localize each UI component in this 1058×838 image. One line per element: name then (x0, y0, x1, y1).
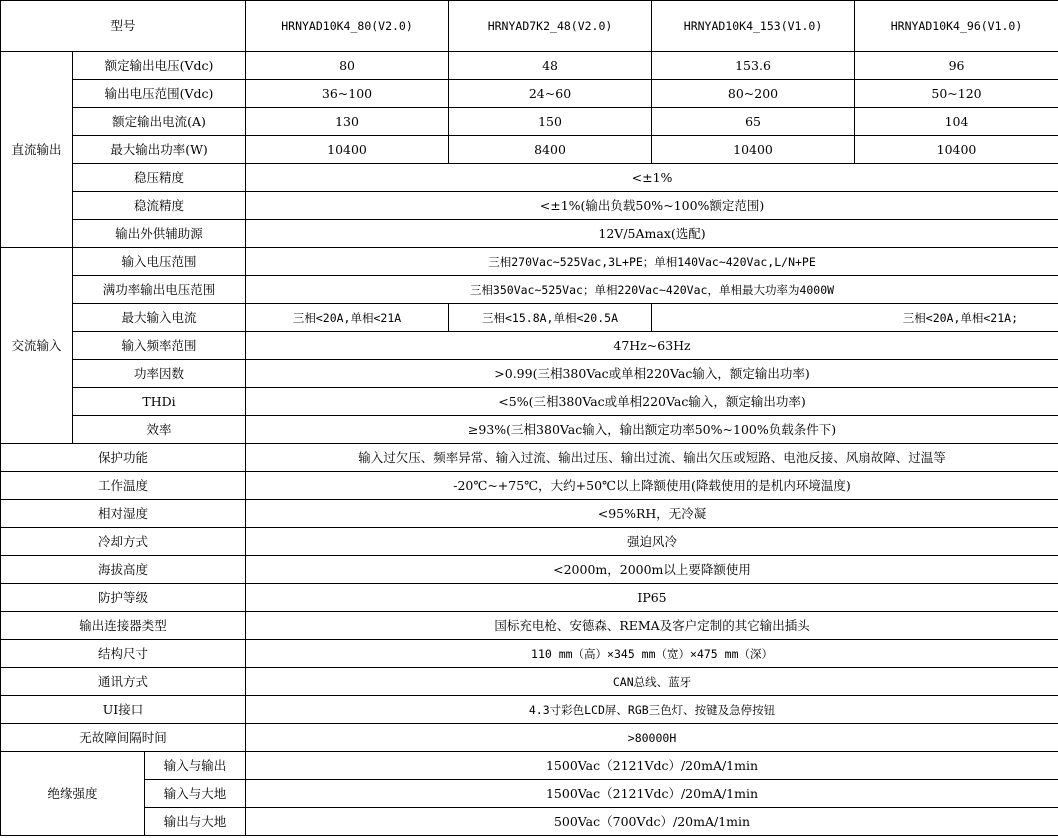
cell-value: 12V/5Amax(选配) (246, 220, 1058, 248)
cell-value: 10400 (652, 136, 855, 164)
cell-value: 500Vac（700Vdc）/20mA/1min (246, 808, 1058, 836)
table-row (1, 668, 1058, 696)
table-row (1, 584, 1058, 612)
row-label: 输入与大地 (145, 780, 246, 808)
table-row (1, 416, 1058, 444)
dc-output-group: 直流输出 (1, 52, 73, 248)
row-label: 结构尺寸 (1, 640, 246, 668)
cell-value: IP65 (246, 584, 1058, 612)
cell-value: 36~100 (246, 80, 449, 108)
cell-value: 8400 (449, 136, 652, 164)
cell-value: 104 (855, 108, 1058, 136)
row-label: 最大输入电流 (73, 304, 246, 332)
row-label: 效率 (73, 416, 246, 444)
row-label: 通讯方式 (1, 668, 246, 696)
table-row (1, 500, 1058, 528)
table-row (1, 332, 1058, 360)
model-1: HRNYAD10K4_80(V2.0) (246, 1, 449, 52)
cell-value: 80~200 (652, 80, 855, 108)
row-label: 满功率输出电压范围 (73, 276, 246, 304)
table-row (1, 136, 1058, 164)
row-label: 保护功能 (1, 444, 246, 472)
cell-value: 150 (449, 108, 652, 136)
table-row (1, 752, 1058, 780)
row-label: 输出外供辅助源 (73, 220, 246, 248)
cell-value: 48 (449, 52, 652, 80)
table-row (1, 80, 1058, 108)
table-row (1, 696, 1058, 724)
cell-value: CAN总线、蓝牙 (246, 668, 1058, 696)
row-label: 输入与输出 (145, 752, 246, 780)
cell-value: <±1% (246, 164, 1058, 192)
cell-value: >80000H (246, 724, 1058, 752)
header-row (1, 1, 1058, 52)
table-row (1, 640, 1058, 668)
cell-value: >0.99(三相380Vac或单相220Vac输入，额定输出功率) (246, 360, 1058, 388)
table-row (1, 304, 1058, 332)
table-row (1, 528, 1058, 556)
table-row (1, 164, 1058, 192)
row-label: 输出电压范围(Vdc) (73, 80, 246, 108)
table-row (1, 780, 1058, 808)
row-label: UI接口 (1, 696, 246, 724)
row-label: 输出连接器类型 (1, 612, 246, 640)
cell-value: 47Hz~63Hz (246, 332, 1058, 360)
table-row (1, 472, 1058, 500)
table-row (1, 276, 1058, 304)
cell-value: <5%(三相380Vac或单相220Vac输入，额定输出功率) (246, 388, 1058, 416)
model-2: HRNYAD7K2_48(V2.0) (449, 1, 652, 52)
table-row (1, 612, 1058, 640)
model-label: 型号 (1, 1, 246, 52)
cell-value: -20℃~+75℃，大约+50℃以上降额使用(降载使用的是机内环境温度) (246, 472, 1058, 500)
cell-value: 153.6 (652, 52, 855, 80)
cell-value: 三相350Vac~525Vac；单相220Vac~420Vac，单相最大功率为4000W (246, 276, 1058, 304)
cell-value: 96 (855, 52, 1058, 80)
row-label: 无故障间隔时间 (1, 724, 246, 752)
cell-value: 10400 (855, 136, 1058, 164)
cell-value: 三相<20A,单相<21A; (652, 304, 1058, 332)
row-label: 输出与大地 (145, 808, 246, 836)
cell-value: 130 (246, 108, 449, 136)
cell-value: 65 (652, 108, 855, 136)
row-label: 工作温度 (1, 472, 246, 500)
model-4: HRNYAD10K4_96(V1.0) (855, 1, 1058, 52)
row-label: 最大输出功率(W) (73, 136, 246, 164)
table-row (1, 724, 1058, 752)
row-label: THDi (73, 388, 246, 416)
table-row (1, 360, 1058, 388)
table-row (1, 556, 1058, 584)
cell-value: 10400 (246, 136, 449, 164)
insulation-group: 绝缘强度 (1, 752, 145, 836)
row-label: 冷却方式 (1, 528, 246, 556)
table-row (1, 108, 1058, 136)
row-label: 额定输出电压(Vdc) (73, 52, 246, 80)
table-row (1, 192, 1058, 220)
row-label: 额定输出电流(A) (73, 108, 246, 136)
cell-value: 1500Vac（2121Vdc）/20mA/1min (246, 752, 1058, 780)
row-label: 海拔高度 (1, 556, 246, 584)
table-row (1, 388, 1058, 416)
row-label: 稳压精度 (73, 164, 246, 192)
row-label: 功率因数 (73, 360, 246, 388)
cell-value: 1500Vac（2121Vdc）/20mA/1min (246, 780, 1058, 808)
row-label: 相对湿度 (1, 500, 246, 528)
table-row (1, 808, 1058, 836)
table-row (1, 220, 1058, 248)
cell-value: 24~60 (449, 80, 652, 108)
row-label: 防护等级 (1, 584, 246, 612)
table-row (1, 444, 1058, 472)
ac-input-group: 交流输入 (1, 248, 73, 444)
row-label: 输入频率范围 (73, 332, 246, 360)
cell-value: 110 mm（高）×345 mm（宽）×475 mm（深） (246, 640, 1058, 668)
cell-value: <95%RH，无冷凝 (246, 500, 1058, 528)
cell-value: 国标充电枪、安德森、REMA及客户定制的其它输出插头 (246, 612, 1058, 640)
table-row (1, 52, 1058, 80)
cell-value: ≥93%(三相380Vac输入，输出额定功率50%~100%负载条件下) (246, 416, 1058, 444)
cell-value: <±1%(输出负载50%~100%额定范围) (246, 192, 1058, 220)
row-label: 输入电压范围 (73, 248, 246, 276)
cell-value: 三相270Vac~525Vac,3L+PE；单相140Vac~420Vac,L/N+PE (246, 248, 1058, 276)
table-row (1, 248, 1058, 276)
cell-value: 强迫风冷 (246, 528, 1058, 556)
row-label: 稳流精度 (73, 192, 246, 220)
cell-value: 80 (246, 52, 449, 80)
cell-value: 4.3寸彩色LCD屏、RGB三色灯、按键及急停按钮 (246, 696, 1058, 724)
cell-value: 三相<15.8A,单相<20.5A (449, 304, 652, 332)
cell-value: 三相<20A,单相<21A (246, 304, 449, 332)
cell-value: 输入过欠压、频率异常、输入过流、输出过压、输出过流、输出欠压或短路、电池反接、风扇故障、过温等 (246, 444, 1058, 472)
cell-value: 50~120 (855, 80, 1058, 108)
cell-value: <2000m，2000m以上要降额使用 (246, 556, 1058, 584)
model-3: HRNYAD10K4_153(V1.0) (652, 1, 855, 52)
